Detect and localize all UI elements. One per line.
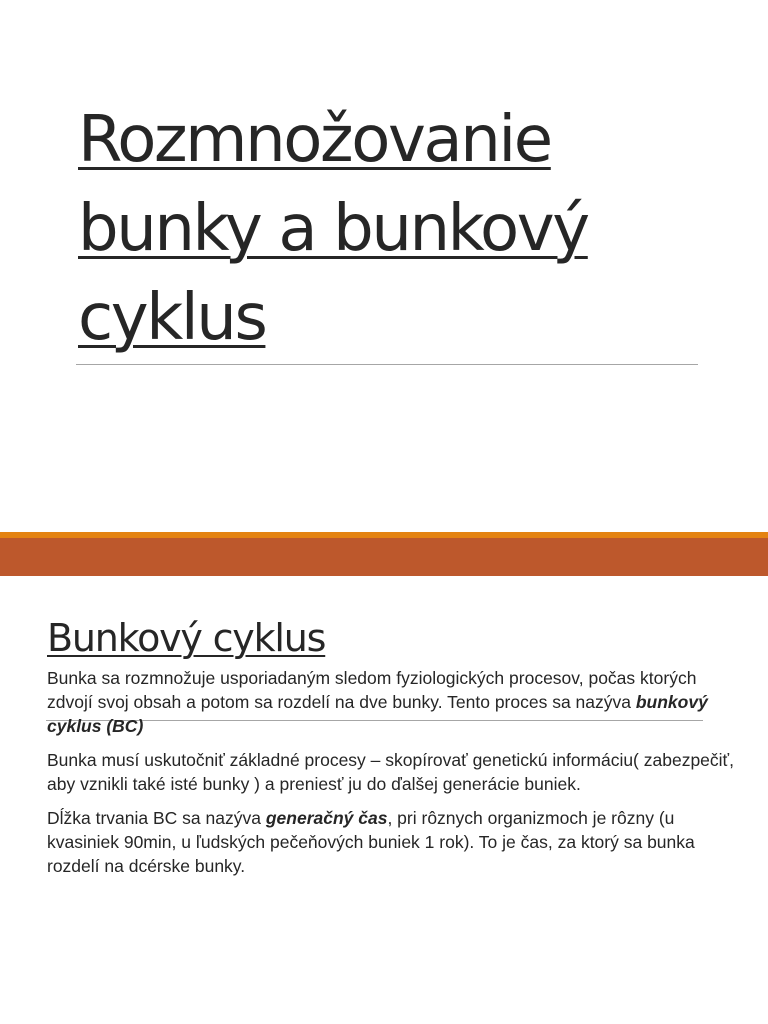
paragraph-2: Bunka musí uskutočniť základné procesy – skopírovať genetickú informáciu( zabezpečiť, aby vznikli také isté bunky ) a preniesť ju do ďalšej generácie buniek. — [47, 750, 734, 794]
paragraph-1-text: Bunka sa rozmnožuje usporiadaným sledom fyziologických procesov, počas ktorých zdvojí svoj obsah a potom sa rozdelí na dve bunky. Tento proces sa nazýva — [47, 668, 697, 712]
paragraph-3-text: Dĺžka trvania BC sa nazýva — [47, 808, 266, 828]
paragraph-1 — [47, 666, 737, 738]
slide-1-title: Rozmnožovanie bunky a bunkový cyklus — [78, 103, 588, 355]
paragraph-3-tail: , pri rôznych organizmoch je rôzny (u kvasiniek 90min, u ľudských pečeňových buniek 1 rok). To je čas, za ktorý sa bunka rozdelí na dcérske bunky. — [47, 808, 695, 876]
term-generacny-cas: generačný čas — [265, 808, 388, 828]
term-bunkovy-cyklus: bunkový cyklus (BC) — [47, 692, 708, 736]
slide-2-title: Bunkový cyklus — [47, 616, 326, 660]
slide-2-body — [47, 666, 737, 888]
slide-2 — [0, 576, 768, 1024]
slide-1-divider — [76, 364, 698, 365]
paragraph-3 — [47, 806, 737, 878]
accent-stripe-rust — [0, 538, 768, 576]
